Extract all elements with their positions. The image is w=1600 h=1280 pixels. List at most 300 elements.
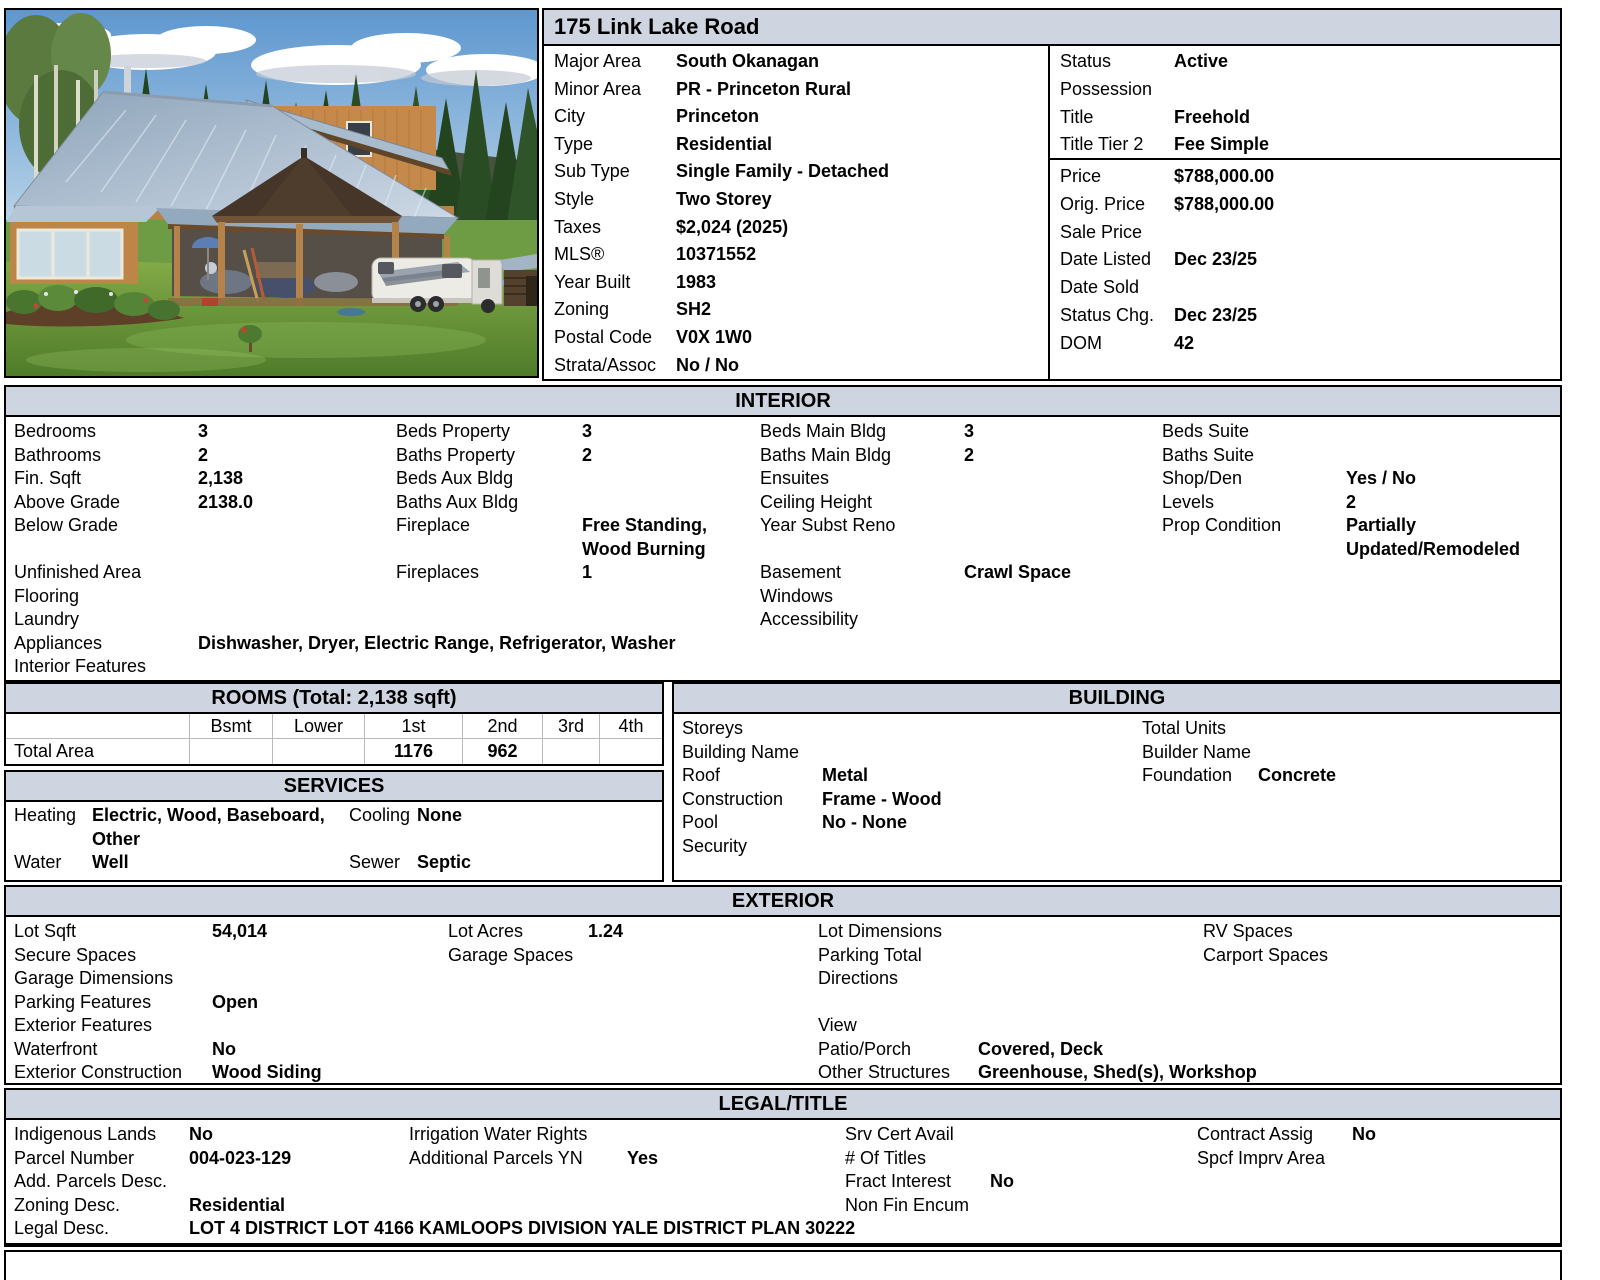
field-value: Free Standing, Wood Burning — [582, 515, 708, 559]
field-value — [582, 467, 760, 491]
field-label: Water — [14, 852, 62, 872]
field-label: Major Area — [554, 51, 642, 71]
field-value — [1346, 608, 1560, 632]
field-row — [1060, 246, 1560, 274]
table-row — [6, 967, 1560, 991]
field-label: Laundry — [14, 609, 80, 629]
field-label: Directions — [818, 968, 899, 988]
field-label: Year Built — [554, 271, 631, 292]
field-label: City — [554, 106, 585, 127]
field-value — [1352, 1170, 1560, 1194]
field-label: Minor Area — [554, 78, 642, 99]
table-row — [6, 1194, 1560, 1218]
field-label: Basement — [760, 562, 842, 582]
field-value — [627, 1170, 845, 1194]
field-label: Bathrooms — [14, 444, 102, 465]
field-value: Well — [92, 852, 129, 872]
field-row — [1060, 191, 1560, 219]
field-label: Year Subst Reno — [760, 515, 896, 535]
field-value: Wood Siding — [212, 1062, 322, 1082]
field-value: 3 — [964, 421, 975, 441]
field-value: Fee Simple — [1174, 134, 1270, 155]
table-row — [6, 608, 1560, 632]
field-label: Baths Suite — [1162, 444, 1255, 465]
rooms-section — [4, 682, 664, 766]
field-value: Concrete — [1258, 765, 1337, 785]
field-label: Exterior Construction — [14, 1062, 183, 1082]
field-label: Orig. Price — [1060, 193, 1146, 214]
field-row — [1060, 163, 1560, 191]
field-value: Two Storey — [676, 188, 772, 209]
field-value — [582, 491, 760, 515]
top-section — [4, 8, 1562, 378]
rooms-row-label: Total Area — [14, 741, 95, 761]
field-value: Single Family - Detached — [676, 161, 890, 182]
field-value: Covered, Deck — [978, 1038, 1104, 1059]
field-value: Yes — [627, 1147, 659, 1168]
field-label: Non Fin Encum — [845, 1194, 970, 1215]
field-label: Strata/Assoc — [554, 354, 657, 375]
field-label: Zoning Desc. — [14, 1194, 121, 1215]
field-value: Crawl Space — [964, 562, 1072, 582]
field-value: $788,000.00 — [1174, 193, 1275, 214]
field-label: Postal Code — [554, 326, 653, 347]
rooms-col-header: 3rd — [542, 714, 599, 739]
table-row — [6, 804, 662, 851]
field-value: 3 — [198, 421, 209, 441]
table-row — [674, 835, 1560, 859]
table-row — [6, 561, 1560, 585]
field-label: Ceiling Height — [760, 491, 873, 512]
field-value: Active — [1174, 51, 1229, 71]
field-label: Fireplace — [396, 515, 471, 535]
field-value: Dec 23/25 — [1174, 249, 1258, 270]
field-label: Patio/Porch — [818, 1038, 912, 1059]
field-label — [1142, 811, 1258, 835]
building-section — [672, 682, 1562, 882]
field-label — [1142, 835, 1258, 859]
field-value: 2138.0 — [198, 491, 254, 512]
table-row — [674, 764, 1560, 788]
field-label: Lot Acres — [448, 921, 524, 941]
field-value: Frame - Wood — [822, 788, 942, 809]
field-value — [582, 585, 760, 609]
field-value: 1.24 — [588, 921, 624, 941]
field-label: Parcel Number — [14, 1147, 135, 1168]
field-value: No — [990, 1171, 1014, 1191]
field-label: Building Name — [682, 741, 800, 762]
field-label: Srv Cert Avail — [845, 1124, 954, 1144]
appliances-row — [6, 632, 1560, 656]
field-value — [588, 1038, 818, 1062]
field-value: 1983 — [676, 271, 717, 292]
field-label: Indigenous Lands — [14, 1124, 157, 1144]
field-value: 1 — [582, 562, 593, 582]
field-label: Garage Dimensions — [14, 968, 174, 988]
table-row — [674, 741, 1560, 765]
field-value — [1258, 788, 1560, 812]
field-value: SH2 — [676, 299, 712, 320]
field-label: Beds Aux Bldg — [396, 468, 514, 488]
field-value — [1346, 420, 1560, 444]
field-label — [845, 1217, 990, 1241]
field-label: Windows — [760, 585, 834, 606]
field-row — [1060, 330, 1560, 358]
rooms-header-row — [6, 714, 662, 739]
field-value — [627, 1217, 845, 1241]
table-row — [6, 467, 1560, 491]
field-value — [1348, 944, 1560, 968]
table-row — [6, 1147, 1560, 1171]
field-value — [990, 1217, 1197, 1241]
rooms-cell — [542, 739, 599, 764]
field-value — [1258, 835, 1560, 859]
next-section-box — [4, 1250, 1562, 1280]
field-label: Exterior Features — [14, 1015, 153, 1035]
field-label: Legal Desc. — [14, 1218, 110, 1238]
field-label: RV Spaces — [1203, 921, 1293, 941]
field-value — [588, 967, 818, 991]
table-row — [6, 514, 1560, 561]
field-label: Lot Dimensions — [818, 921, 943, 941]
field-value — [822, 741, 1142, 765]
field-value — [1346, 585, 1560, 609]
field-label: Beds Suite — [1162, 421, 1250, 441]
field-value — [964, 467, 1162, 491]
field-value — [964, 585, 1162, 609]
field-value — [588, 1014, 818, 1038]
section-header-exterior: EXTERIOR — [4, 885, 1562, 917]
field-value — [1352, 1194, 1560, 1218]
field-value — [990, 1194, 1197, 1218]
status-price-panel — [1050, 46, 1562, 381]
field-label: Additional Parcels YN — [409, 1147, 583, 1168]
table-row — [6, 420, 1560, 444]
field-row — [1060, 131, 1560, 159]
field-label: Below Grade — [14, 515, 119, 535]
table-row — [674, 717, 1560, 741]
field-value: No — [212, 1038, 236, 1059]
field-row — [554, 296, 1048, 324]
top-right-panel — [542, 8, 1562, 378]
field-label — [1142, 788, 1258, 812]
field-value: No - None — [822, 812, 907, 832]
field-value: 10371552 — [676, 244, 757, 265]
page-title: 175 Link Lake Road — [542, 8, 1562, 46]
rooms-col-header: 1st — [364, 714, 462, 739]
field-value — [1348, 920, 1560, 944]
field-label: Construction — [682, 788, 784, 809]
field-value — [198, 655, 1560, 679]
field-value: 3 — [582, 421, 593, 441]
field-label: Style — [554, 188, 595, 209]
field-value — [198, 608, 396, 632]
exterior-section — [4, 917, 1562, 1085]
rooms-col-header: 4th — [599, 714, 662, 739]
field-value: Electric, Wood, Baseboard, Other — [92, 805, 325, 849]
field-row — [554, 186, 1048, 214]
interior-section — [4, 417, 1562, 682]
field-value: 54,014 — [212, 921, 268, 941]
field-value — [978, 1014, 1203, 1038]
field-value: None — [417, 805, 462, 825]
section-header-services: SERVICES — [4, 770, 664, 802]
field-value — [822, 717, 1142, 741]
field-label: Sewer — [349, 852, 401, 872]
field-label: Irrigation Water Rights — [409, 1124, 588, 1144]
field-value — [198, 514, 396, 561]
field-label: Roof — [682, 765, 721, 785]
field-value: PR - Princeton Rural — [676, 78, 852, 99]
field-label: Possession — [1060, 78, 1153, 99]
field-label: Secure Spaces — [14, 944, 137, 965]
field-value — [627, 1123, 845, 1147]
field-label: Baths Aux Bldg — [396, 491, 519, 512]
field-label: Lot Sqft — [14, 921, 77, 941]
field-value — [588, 1061, 818, 1085]
field-label: Accessibility — [760, 609, 859, 629]
field-label: Beds Main Bldg — [760, 421, 887, 441]
field-label: Title Tier 2 — [1060, 134, 1144, 155]
field-value — [978, 944, 1203, 968]
field-value: Princeton — [676, 106, 760, 127]
field-value — [1346, 561, 1560, 585]
field-label: Carport Spaces — [1203, 944, 1329, 965]
field-label: Flooring — [14, 585, 80, 606]
field-label — [448, 967, 588, 991]
rooms-cell — [599, 739, 662, 764]
field-label: Type — [554, 133, 594, 154]
field-value — [1348, 967, 1560, 991]
field-label: Baths Property — [396, 444, 516, 465]
field-row — [1060, 76, 1560, 104]
field-label: Bedrooms — [14, 421, 97, 441]
house-photo-illustration — [6, 10, 537, 376]
field-value — [1258, 811, 1560, 835]
rooms-table — [4, 714, 664, 766]
rooms-services-column — [4, 682, 664, 882]
field-label: Zoning — [554, 299, 610, 320]
field-row — [554, 103, 1048, 131]
field-label: Taxes — [554, 216, 602, 237]
field-value: $788,000.00 — [1174, 166, 1275, 186]
field-label — [1162, 561, 1346, 585]
field-label: Security — [682, 835, 748, 856]
field-value: Greenhouse, Shed(s), Workshop — [978, 1062, 1257, 1082]
field-label: Date Listed — [1060, 249, 1152, 270]
field-value — [1348, 991, 1560, 1015]
field-label: DOM — [1060, 332, 1102, 353]
field-label — [448, 1061, 588, 1085]
table-row — [6, 920, 1560, 944]
table-row — [6, 991, 1560, 1015]
field-label: Builder Name — [1142, 741, 1252, 762]
field-value: 004-023-129 — [189, 1147, 292, 1168]
field-label: Date Sold — [1060, 277, 1140, 298]
field-value — [1352, 1217, 1560, 1241]
middle-band — [4, 682, 1562, 882]
table-row — [6, 444, 1560, 468]
field-label: Status — [1060, 51, 1112, 71]
status-fields — [1050, 46, 1560, 160]
section-header-interior: INTERIOR — [4, 385, 1562, 417]
field-value — [1348, 1014, 1560, 1038]
field-value — [978, 920, 1203, 944]
field-value: 2,138 — [198, 468, 244, 488]
field-label: Unfinished Area — [14, 562, 142, 582]
rooms-col-header: 2nd — [462, 714, 542, 739]
field-value: No — [189, 1124, 213, 1144]
field-value — [964, 514, 1162, 561]
field-label: Contract Assig — [1197, 1124, 1314, 1144]
field-value — [1348, 1061, 1560, 1085]
table-row — [6, 1038, 1560, 1062]
field-value — [582, 608, 760, 632]
field-label: Storeys — [682, 718, 744, 738]
field-row — [1060, 274, 1560, 302]
field-label: Prop Condition — [1162, 515, 1282, 535]
building-fields — [672, 714, 1562, 882]
field-label — [448, 1038, 588, 1062]
services-section — [4, 770, 664, 882]
field-label: Shop/Den — [1162, 468, 1243, 488]
field-label — [1197, 1194, 1352, 1218]
field-label — [409, 1194, 627, 1218]
field-label: MLS® — [554, 244, 605, 265]
rooms-total-row — [6, 739, 662, 764]
section-header-building: BUILDING — [672, 682, 1562, 714]
field-value — [1348, 1038, 1560, 1062]
field-row — [554, 131, 1048, 159]
field-label: Fract Interest — [845, 1171, 952, 1191]
field-row — [554, 48, 1048, 76]
table-row — [6, 851, 662, 875]
field-label: Above Grade — [14, 491, 121, 512]
field-value: 2 — [964, 444, 975, 465]
field-value — [990, 1147, 1197, 1171]
top-columns — [542, 46, 1562, 381]
field-label: Beds Property — [396, 421, 511, 441]
field-row — [554, 241, 1048, 269]
table-row — [674, 788, 1560, 812]
field-label — [1203, 1014, 1348, 1038]
field-label: Ensuites — [760, 468, 830, 488]
field-value: LOT 4 DISTRICT LOT 4166 KAMLOOPS DIVISION YALE DISTRICT PLAN 30222 — [189, 1218, 856, 1238]
table-row — [6, 491, 1560, 515]
field-value: 2 — [198, 444, 209, 465]
field-value — [1174, 219, 1560, 247]
field-value — [198, 585, 396, 609]
field-label: Heating — [14, 805, 77, 825]
field-value — [1174, 274, 1560, 302]
field-row — [1060, 302, 1560, 330]
field-value: 42 — [1174, 332, 1195, 353]
field-label: Status Chg. — [1060, 304, 1155, 325]
field-label: Title — [1060, 106, 1094, 127]
price-fields — [1050, 160, 1560, 379]
field-label: Sub Type — [554, 161, 630, 182]
field-value: Partially Updated/Remodeled — [1346, 515, 1521, 559]
field-value: Open — [212, 991, 259, 1012]
field-label — [1162, 608, 1346, 632]
field-label: Pool — [682, 812, 719, 832]
field-row — [554, 324, 1048, 352]
field-label — [396, 608, 582, 632]
field-label: Garage Spaces — [448, 944, 574, 965]
field-value — [189, 1170, 409, 1194]
field-value: Metal — [822, 765, 869, 785]
field-value: $2,024 (2025) — [676, 216, 789, 237]
field-value — [212, 967, 448, 991]
field-value — [978, 967, 1203, 991]
table-row — [6, 1170, 1560, 1194]
field-value: No / No — [676, 354, 739, 375]
field-value — [1258, 741, 1560, 765]
table-row — [674, 811, 1560, 835]
field-row — [1060, 219, 1560, 247]
field-value — [1352, 1147, 1560, 1171]
property-photo — [4, 8, 539, 378]
field-label: Interior Features — [14, 656, 147, 676]
table-row — [6, 1061, 1560, 1085]
field-value — [1174, 76, 1560, 104]
field-label: Appliances — [14, 632, 103, 653]
rooms-cell — [272, 739, 364, 764]
field-label — [1203, 1038, 1348, 1062]
rooms-cell: 962 — [462, 739, 542, 764]
field-label: Fin. Sqft — [14, 468, 82, 488]
field-label: Fireplaces — [396, 562, 480, 582]
field-label — [1162, 585, 1346, 609]
field-value — [212, 944, 448, 968]
interior-features-row — [6, 655, 1560, 679]
field-label — [396, 585, 582, 609]
field-label: # Of Titles — [845, 1147, 927, 1168]
table-row — [6, 944, 1560, 968]
field-label — [1203, 967, 1348, 991]
rooms-col-header: Lower — [272, 714, 364, 739]
field-value: No — [1352, 1124, 1376, 1144]
field-label — [448, 1014, 588, 1038]
field-value — [990, 1123, 1197, 1147]
field-label: Sale Price — [1060, 221, 1143, 242]
field-label — [1203, 991, 1348, 1015]
section-header-rooms: ROOMS (Total: 2,138 sqft) — [4, 682, 664, 714]
field-label: Parking Total — [818, 944, 922, 965]
table-row — [6, 585, 1560, 609]
field-value: Residential — [189, 1194, 286, 1215]
field-label: Parking Features — [14, 991, 152, 1012]
field-value: Dec 23/25 — [1174, 304, 1258, 325]
field-value — [212, 1014, 448, 1038]
field-value — [964, 491, 1162, 515]
field-value: Septic — [417, 852, 472, 872]
field-value — [822, 835, 1142, 859]
field-value — [1258, 717, 1560, 741]
field-label: Baths Main Bldg — [760, 444, 892, 465]
field-value: 2 — [582, 444, 593, 465]
rooms-col-header — [6, 714, 189, 739]
field-label: Total Units — [1142, 718, 1227, 738]
field-label: Add. Parcels Desc. — [14, 1171, 168, 1191]
section-header-legal: LEGAL/TITLE — [4, 1088, 1562, 1120]
field-value — [588, 991, 818, 1015]
field-value — [978, 991, 1203, 1015]
field-label — [1197, 1170, 1352, 1194]
field-label: Foundation — [1142, 765, 1233, 785]
field-value: Residential — [676, 133, 773, 154]
field-value: Dishwasher, Dryer, Electric Range, Refrigerator, Washer — [198, 632, 676, 653]
